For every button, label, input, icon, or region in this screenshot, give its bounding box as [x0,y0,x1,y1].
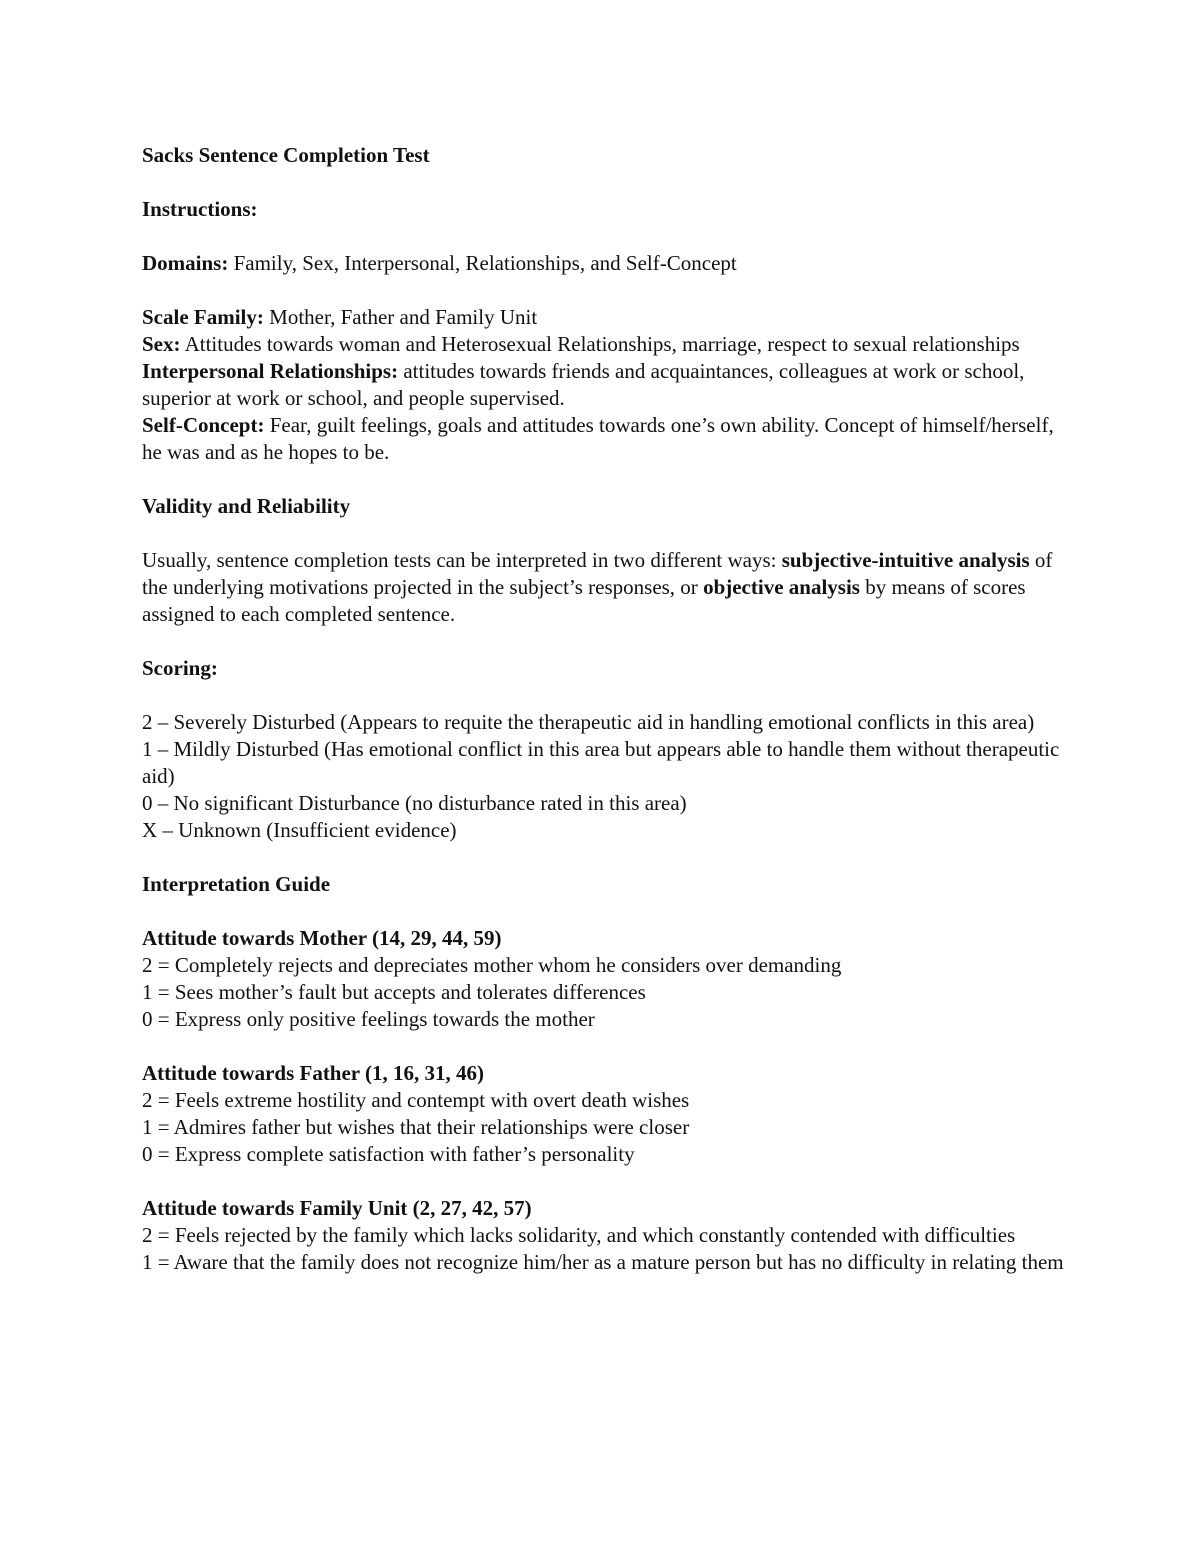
scale-family-line [142,304,1072,331]
scale-self-concept-label: Self-Concept: [142,413,265,437]
scale-interpersonal-text: attitudes towards friends and acquaintances, colleagues at work or school, superior at work or school, and people supervised. [142,359,1025,410]
father-item: 1 = Admires father but wishes that their relationships were closer [142,1115,690,1139]
spacer [142,466,1072,493]
mother-item: 2 = Completely rejects and depreciates mother whom he considers over demanding [142,953,842,977]
validity-paragraph: Usually, sentence completion tests can be interpreted in two different ways: subjective-intuitive analysis of the underlying motivations projected in the subject’s responses, or objective analysis by means of scores assigned to each completed sentence. [142,548,1053,626]
scale-interpersonal-label: Interpersonal Relationships: [142,359,399,383]
document-title: Sacks Sentence Completion Test [142,143,430,167]
scale-sex-line [142,331,1072,358]
scale-sex-text: Attitudes towards woman and Heterosexual Relationships, marriage, respect to sexual relationships [180,332,1020,356]
scale-interpersonal-line [142,358,1072,412]
father-section-heading: Attitude towards Father (1, 16, 31, 46) [142,1061,484,1085]
scale-self-concept-line [142,412,1072,466]
spacer [142,1168,1072,1195]
scoring-item: 0 – No significant Disturbance (no disturbance rated in this area) [142,791,687,815]
spacer [142,628,1072,655]
scale-sex-label: Sex: [142,332,181,356]
spacer [142,169,1072,196]
scoring-item: 2 – Severely Disturbed (Appears to requite the therapeutic aid in handling emotional conflicts in this area) [142,710,1035,734]
father-item: 2 = Feels extreme hostility and contempt with overt death wishes [142,1088,690,1112]
mother-item: 1 = Sees mother’s fault but accepts and tolerates differences [142,980,646,1004]
spacer [142,844,1072,871]
objective-analysis-term: objective analysis [703,575,860,599]
domains-label: Domains: [142,251,229,275]
mother-item: 0 = Express only positive feelings towards the mother [142,1007,595,1031]
document-page [142,142,1072,1276]
validity-heading: Validity and Reliability [142,494,351,518]
spacer [142,277,1072,304]
scoring-item: 1 – Mildly Disturbed (Has emotional conflict in this area but appears able to handle them without therapeutic aid) [142,737,1060,788]
scoring-item: X – Unknown (Insufficient evidence) [142,818,457,842]
family-unit-section-heading: Attitude towards Family Unit (2, 27, 42, 57) [142,1196,532,1220]
scale-self-concept-text: Fear, guilt feelings, goals and attitudes towards one’s own ability. Concept of himself/herself, he was and as he hopes to be. [142,413,1054,464]
scoring-heading: Scoring: [142,656,218,680]
spacer [142,682,1072,709]
scale-family-label: Scale Family: [142,305,264,329]
spacer [142,223,1072,250]
domains-text: Family, Sex, Interpersonal, Relationships, and Self-Concept [228,251,737,275]
father-item: 0 = Express complete satisfaction with father’s personality [142,1142,635,1166]
family-unit-item: 1 = Aware that the family does not recognize him/her as a mature person but has no difficulty in relating them [142,1250,1064,1274]
instructions-heading: Instructions: [142,197,258,221]
spacer [142,898,1072,925]
domains-line [142,250,1072,277]
mother-section-heading: Attitude towards Mother (14, 29, 44, 59) [142,926,502,950]
spacer [142,1033,1072,1060]
spacer [142,520,1072,547]
subjective-analysis-term: subjective-intuitive analysis [781,548,1030,572]
family-unit-item: 2 = Feels rejected by the family which lacks solidarity, and which constantly contended with difficulties [142,1223,1016,1247]
scale-family-text: Mother, Father and Family Unit [263,305,538,329]
interpretation-heading: Interpretation Guide [142,872,331,896]
